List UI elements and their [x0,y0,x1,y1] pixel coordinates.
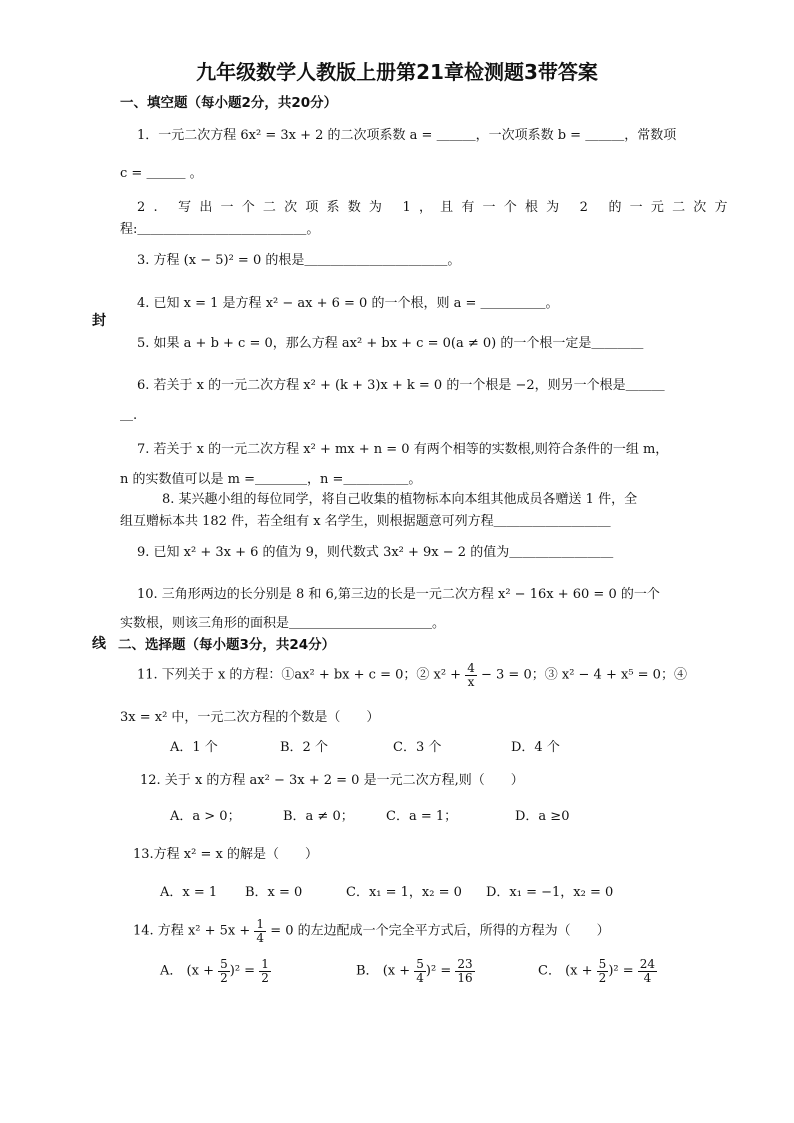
question-11-fraction [465,662,477,688]
section-heading-multiple-choice: 二、选择题（每小题3分，共24分） [118,637,336,653]
question-11-options [170,740,560,756]
option-expr: (x + [186,963,214,979]
fraction [455,958,474,984]
question-7-line-1: 7. 若关于 x 的一元二次方程 x² + mx + n = 0 有两个相等的实数根,则符合条件的一组 m， [137,442,669,457]
fraction [597,958,609,984]
option-a [160,958,356,984]
fraction [259,958,271,984]
question-7-line-2: n 的实数值可以是 m =＿＿＿＿，n =＿＿＿＿＿。 [120,472,422,487]
question-6-line-2: ＿. [120,408,138,423]
fraction-numerator: 5 [598,957,607,971]
margin-mark-line: 线 [92,636,106,652]
question-13: 13.方程 x² = x 的解是（ ） [133,847,318,862]
fraction-numerator: 1 [261,957,269,971]
question-3: 3. 方程 (x − 5)² = 0 的根是＿＿＿＿＿＿＿＿＿＿＿。 [137,253,461,268]
option-d: D．a ≥0 [515,809,570,824]
question-11-line-1 [137,662,687,688]
option-c: C．x₁ = 1，x₂ = 0 [346,885,462,900]
fraction-numerator: 24 [639,957,656,971]
fraction-denominator: 4 [416,970,424,985]
fraction-numerator: 5 [416,957,424,971]
question-6-line-1: 6. 若关于 x 的一元二次方程 x² + (k + 3)x + k = 0 的一个根是 −2，则另一个根是＿＿＿ [137,378,665,393]
fraction-numerator: 5 [220,957,228,971]
question-8-line-2: 组互赠标本共 182 件，若全组有 x 名学生，则根据题意可列方程＿＿＿＿＿＿＿＿＿ [120,514,611,529]
fraction-denominator: 4 [643,970,652,985]
fraction-numerator: 4 [467,661,475,675]
question-12: 12. 关于 x 的方程 ax² − 3x + 2 = 0 是一元二次方程,则（ ） [140,773,524,788]
fraction-numerator: 23 [457,957,473,971]
question-4: 4. 已知 x = 1 是方程 x² − ax + 6 = 0 的一个根，则 a = ＿＿＿＿＿。 [137,296,559,311]
option-a: A．x = 1 [160,885,218,900]
section-heading-fill-in: 一、填空题（每小题2分，共20分） [120,95,338,111]
question-11-suffix: − 3 = 0；③ x² − 4 + x⁵ = 0；④ [481,667,687,683]
fraction [414,958,426,984]
option-expr: )² = [425,963,452,979]
question-14-fraction [254,918,266,944]
option-label: B． [356,963,379,979]
fraction-denominator: 16 [457,970,473,985]
question-9: 9. 已知 x² + 3x + 6 的值为 9，则代数式 3x² + 9x − 2 的值为＿＿＿＿＿＿＿＿ [137,545,614,560]
fraction-denominator: 2 [598,970,607,985]
option-b: B．x = 0 [245,885,303,900]
option-d: D．x₁ = −1，x₂ = 0 [486,885,614,900]
question-2-line-2: 程:＿＿＿＿＿＿＿＿＿＿＿＿＿。 [120,222,320,237]
fraction-denominator: 2 [220,970,228,985]
option-c: C．3 个 [393,740,442,755]
question-10-line-1: 10. 三角形两边的长分别是 8 和 6,第三边的长是一元二次方程 x² − 16x + 60 = 0 的一个 [137,587,660,602]
question-8-line-1: 8. 某兴趣小组的每位同学，将自己收集的植物标本向本组其他成员各赠送 1 件，全 [162,492,638,507]
option-expr: (x + [565,963,593,979]
question-2-line-1: 2. 写出一个二次项系数为 1，且有一个根为 2 的一元二次方 [137,200,736,215]
fraction [638,958,657,984]
question-14-line-1 [133,918,610,944]
fraction-denominator: x [467,674,475,689]
fraction-denominator: 4 [256,930,265,945]
page-title: 九年级数学人教版上册第21章检测题3带答案 [196,60,598,84]
option-b: B．a ≠ 0； [283,809,354,824]
option-a: A．1 个 [170,740,218,755]
question-1-line-2: c = ＿＿＿ 。 [120,166,203,181]
option-label: A． [160,963,183,979]
question-13-options [160,885,613,901]
option-c [538,958,657,984]
option-expr: )² = [229,963,256,979]
option-d: D．4 个 [511,740,560,755]
option-label: C． [538,963,561,979]
question-14-suffix: = 0 的左边配成一个完全平方式后，所得的方程为（ ） [270,923,610,939]
question-14-prefix: 14. 方程 x² + 5x + [133,923,251,939]
question-1-line-1: 1．一元二次方程 6x² = 3x + 2 的二次项系数 a = ＿＿＿，一次项系数 b = ＿＿＿，常数项 [137,128,677,143]
option-expr: (x + [382,963,411,979]
question-11-line-2: 3x = x² 中，一元二次方程的个数是（ ） [120,710,380,725]
option-expr: )² = [608,963,634,979]
option-a: A．a > 0； [170,809,241,824]
question-14-options [160,958,657,984]
option-b [356,958,538,984]
margin-mark-seal: 封 [92,313,106,329]
fraction-numerator: 1 [256,917,265,931]
question-11-prefix: 11. 下列关于 x 的方程：①ax² + bx + c = 0；② x² + [137,667,462,683]
question-5: 5. 如果 a + b + c = 0，那么方程 ax² + bx + c = 0(a ≠ 0) 的一个根一定是＿＿＿＿ [137,336,644,351]
fraction-denominator: 2 [261,970,269,985]
question-10-line-2: 实数根，则该三角形的面积是＿＿＿＿＿＿＿＿＿＿＿。 [120,616,446,631]
question-12-options [170,809,569,825]
option-b: B．2 个 [280,740,328,755]
fraction [218,958,230,984]
option-c: C．a = 1； [386,809,458,824]
